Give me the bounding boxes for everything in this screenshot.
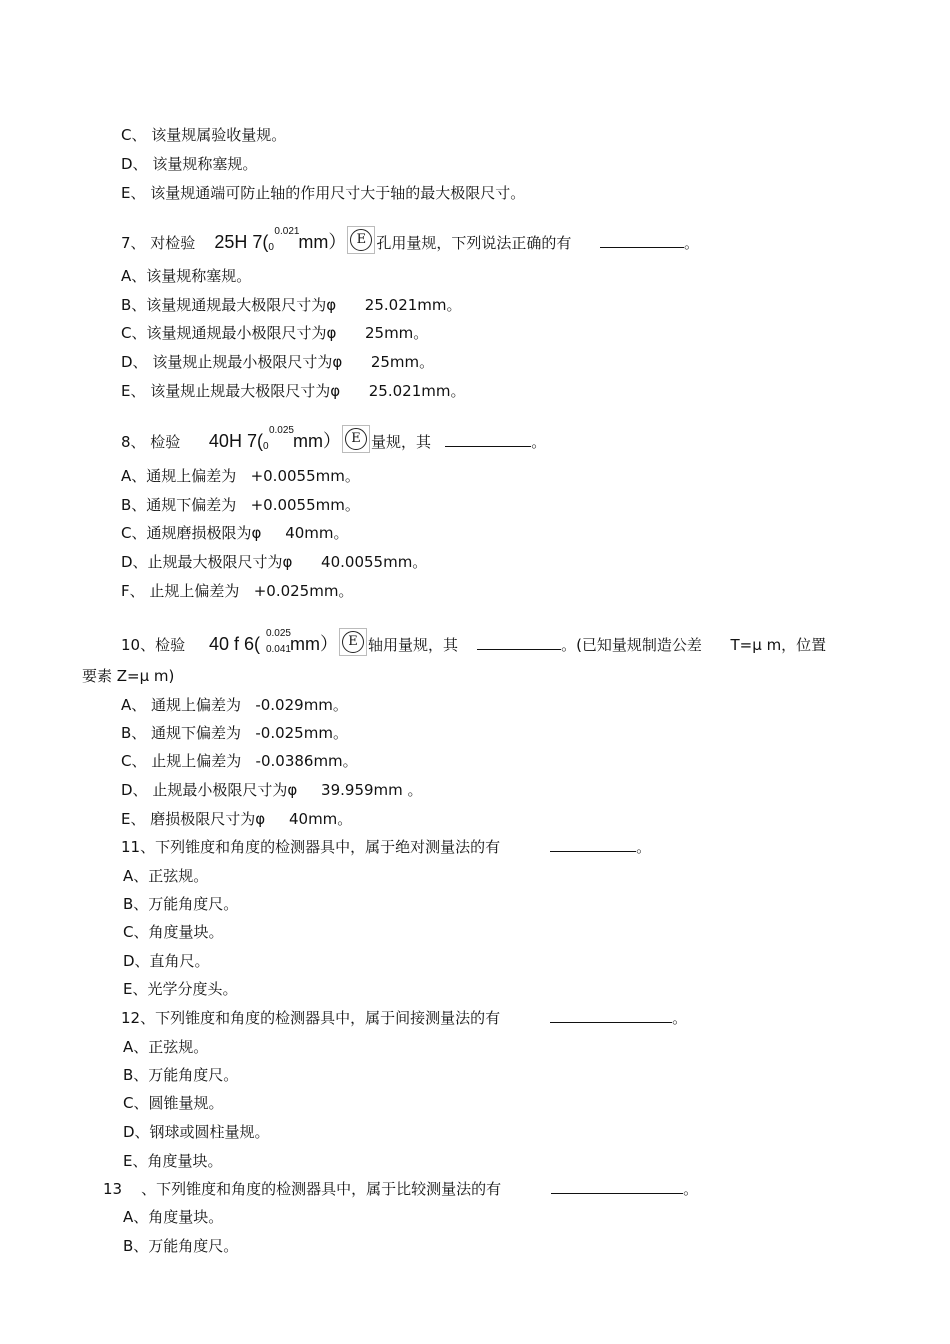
- q12-option-a: A、正弦规。: [123, 1038, 209, 1056]
- q11-option-c: C、角度量块。: [123, 923, 224, 941]
- q10-continuation: 要素 Z=μ m): [82, 667, 175, 685]
- q10-stem: [121, 628, 826, 656]
- q7-unit: mm）: [298, 232, 347, 252]
- q8-option-b: B、通规下偏差为 +0.0055mm。: [121, 496, 360, 514]
- q7-option-a: A、该量规称塞规。: [121, 267, 252, 285]
- q10-answer-blank[interactable]: [477, 635, 561, 650]
- q12-option-d: D、钢球或圆柱量规。: [123, 1123, 270, 1141]
- q10-prefix: 10、检验: [121, 636, 186, 654]
- q6-option-e: E、 该量规通端可防止轴的作用尺寸大于轴的最大极限尺寸。: [121, 184, 526, 202]
- q10-option-a: A、 通规上偏差为 -0.029mm。: [121, 696, 348, 714]
- q8-stem: [121, 425, 546, 453]
- q12-answer-blank[interactable]: [550, 1008, 672, 1023]
- q12-option-b: B、万能角度尺。: [123, 1066, 239, 1084]
- q7-stem: [121, 226, 699, 254]
- q10-size: 40 f 6(: [208, 634, 260, 654]
- q7-tolerance: [268, 226, 300, 253]
- q8-size: 40H 7(: [208, 431, 263, 451]
- q11-option-d: D、直角尺。: [123, 952, 210, 970]
- envelope-requirement-icon: E: [342, 425, 370, 453]
- q7-option-e: E、 该量规止规最大极限尺寸为φ 25.021mm。: [121, 382, 466, 400]
- q8-lower-deviation: 0: [262, 441, 269, 452]
- q12-stem: [121, 1008, 687, 1028]
- q8-end: 。: [531, 433, 547, 451]
- q10-end: 。(已知量规制造公差 T=μ m，位置: [561, 636, 827, 654]
- q13-end: 。: [683, 1180, 699, 1198]
- q11-option-e: E、光学分度头。: [123, 980, 238, 998]
- q8-answer-blank[interactable]: [445, 432, 531, 447]
- q7-answer-blank[interactable]: [600, 233, 684, 248]
- envelope-requirement-icon: E: [347, 226, 375, 254]
- q8-suffix: 量规，其: [370, 433, 431, 451]
- q7-option-b: B、该量规通规最大极限尺寸为φ 25.021mm。: [121, 296, 462, 314]
- q6-option-c: C、 该量规属验收量规。: [121, 126, 287, 144]
- q10-lower-deviation: 0.041: [265, 644, 291, 655]
- q13-option-a: A、角度量块。: [123, 1208, 224, 1226]
- q7-size: 25H 7(: [214, 232, 269, 252]
- q8-unit: mm）: [292, 431, 341, 451]
- q8-option-c: C、通规磨损极限为φ 40mm。: [121, 524, 349, 542]
- q7-upper-deviation: 0.021: [274, 226, 300, 237]
- q12-option-c: C、圆锥量规。: [123, 1094, 224, 1112]
- q11-stem-text: 11、下列锥度和角度的检测器具中，属于绝对测量法的有: [121, 838, 501, 856]
- q8-prefix: 8、 检验: [121, 433, 181, 451]
- q8-option-a: A、通规上偏差为 +0.0055mm。: [121, 467, 360, 485]
- q10-option-e: E、 磨损极限尺寸为φ 40mm。: [121, 810, 353, 828]
- q8-tolerance: [262, 425, 294, 452]
- q7-lower-deviation: 0: [268, 242, 274, 253]
- q11-option-b: B、万能角度尺。: [123, 895, 239, 913]
- q6-option-d: D、 该量规称塞规。: [121, 155, 258, 173]
- q8-upper-deviation: 0.025: [268, 425, 294, 436]
- q7-end: 。: [684, 234, 700, 252]
- q12-option-e: E、角度量块。: [123, 1152, 223, 1170]
- q10-tolerance: [260, 628, 291, 655]
- q13-answer-blank[interactable]: [551, 1179, 683, 1194]
- q13-stem: [103, 1179, 698, 1199]
- q13-option-b: B、万能角度尺。: [123, 1237, 239, 1255]
- q11-answer-blank[interactable]: [550, 837, 636, 852]
- q7-option-c: C、该量规通规最小极限尺寸为φ 25mm。: [121, 324, 429, 342]
- q11-end: 。: [636, 838, 652, 856]
- q12-end: 。: [672, 1009, 688, 1027]
- envelope-requirement-icon: E: [339, 628, 367, 656]
- q11-option-a: A、正弦规。: [123, 867, 209, 885]
- q7-prefix: 7、 对检验: [121, 234, 196, 252]
- q10-option-b: B、 通规下偏差为 -0.025mm。: [121, 724, 348, 742]
- q8-option-f: F、 止规上偏差为 +0.025mm。: [121, 582, 354, 600]
- q8-option-d: D、止规最大极限尺寸为φ 40.0055mm。: [121, 553, 428, 571]
- q10-suffix: 轴用量规，其: [367, 636, 458, 654]
- q7-suffix: 孔用量规，下列说法正确的有: [376, 234, 572, 252]
- q7-option-d: D、 该量规止规最小极限尺寸为φ 25mm。: [121, 353, 435, 371]
- q10-upper-deviation: 0.025: [265, 628, 291, 639]
- q10-option-c: C、 止规上偏差为 -0.0386mm。: [121, 752, 358, 770]
- q10-option-d: D、 止规最小极限尺寸为φ 39.959mm 。: [121, 781, 423, 799]
- q10-unit: mm）: [289, 634, 338, 654]
- q13-stem-text: 13 、下列锥度和角度的检测器具中，属于比较测量法的有: [103, 1180, 502, 1198]
- q11-stem: [121, 837, 651, 857]
- q12-stem-text: 12、下列锥度和角度的检测器具中，属于间接测量法的有: [121, 1009, 501, 1027]
